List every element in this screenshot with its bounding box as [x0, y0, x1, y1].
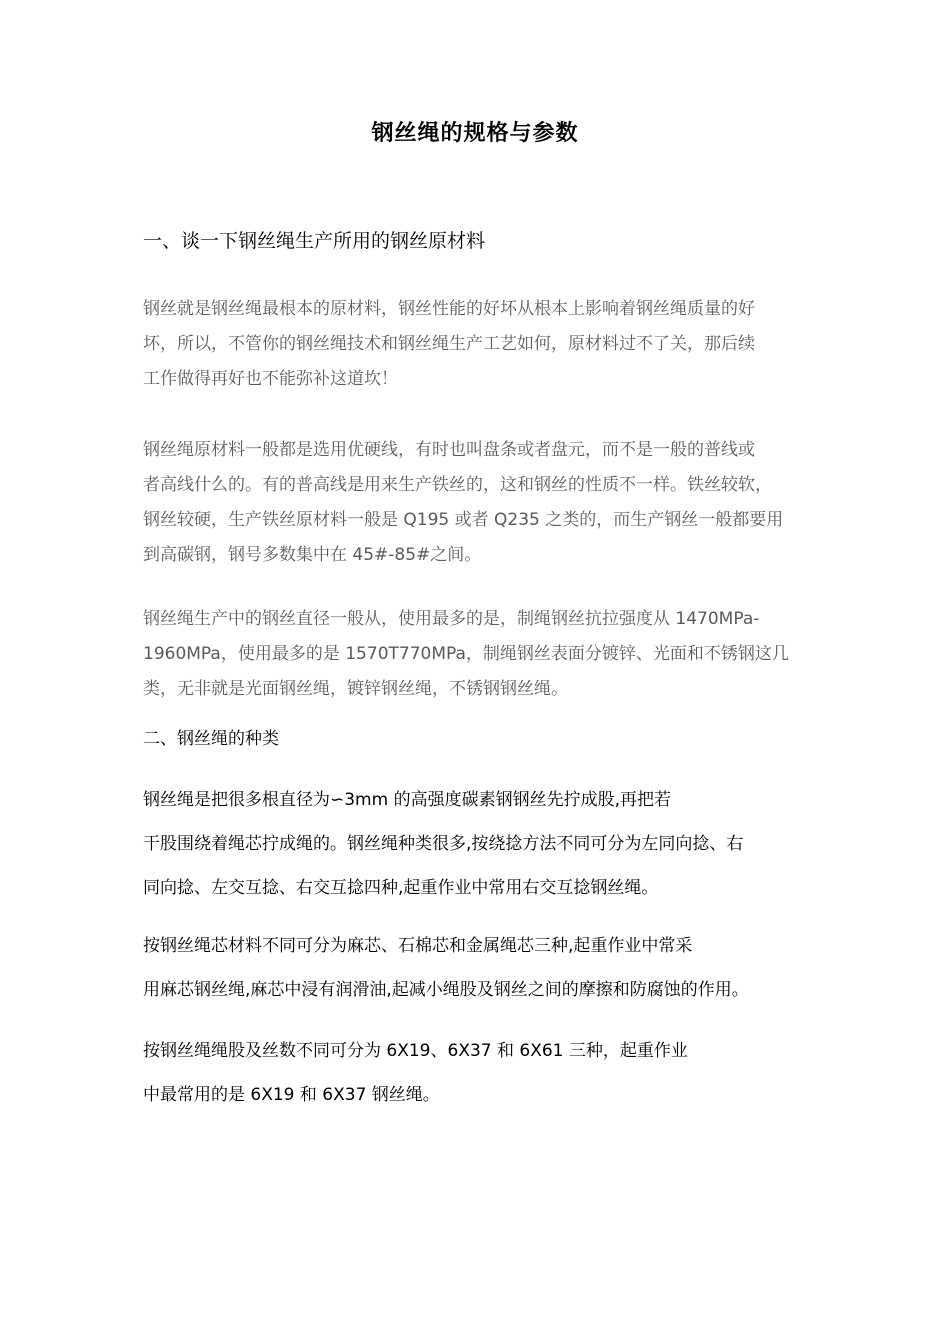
paragraph-rope-types: 钢丝绳是把很多根直径为∽3mm 的高强度碳素钢钢丝先拧成股,再把若 干股围绕着绳芯拧成绳的。钢丝绳种类很多,按绕捻方法不同可分为左同向捻、右 同向捻、左交互捻、右交互捻四种,起重作业中常用右交互捻钢丝绳。	[143, 790, 744, 898]
paragraph-strand-count: 按钢丝绳绳股及丝数不同可分为 6X19、6X37 和 6X61 三种，起重作业 中最常用的是 6X19 和 6X37 钢丝绳。	[143, 1041, 688, 1105]
section-heading-2: 二、钢丝绳的种类	[143, 729, 279, 749]
paragraph-wire-rod: 钢丝绳原材料一般都是选用优硬线，有时也叫盘条或者盘元，而不是一般的普线或 者高线什么的。有的普高线是用来生产铁丝的，这和钢丝的性质不一样。铁丝较软， 钢丝较硬，生产铁丝原材料一般是 Q195 或者 Q235 之类的，而生产钢丝一般都要用 到高碳钢，钢号多数集中在 45#-85#之间。	[143, 440, 784, 565]
page-title: 钢丝绳的规格与参数	[371, 121, 579, 146]
paragraph-raw-material: 钢丝就是钢丝绳最根本的原材料，钢丝性能的好坏从根本上影响着钢丝绳质量的好 坏，所以，不管你的钢丝绳技术和钢丝绳生产工艺如何，原材料过不了关，那后续 工作做得再好也不能弥补这道坎！	[143, 299, 755, 389]
paragraph-rope-core: 按钢丝绳芯材料不同可分为麻芯、石棉芯和金属绳芯三种,起重作业中常采 用麻芯钢丝绳,麻芯中浸有润滑油,起减小绳股及钢丝之间的摩擦和防腐蚀的作用。	[143, 936, 749, 1000]
section-heading-1: 一、谈一下钢丝绳生产所用的钢丝原材料	[143, 230, 486, 252]
paragraph-wire-diameter: 钢丝绳生产中的钢丝直径一般从，使用最多的是，制绳钢丝抗拉强度从 1470MPa- 1960MPa，使用最多的是 1570T770MPa，制绳钢丝表面分镀锌、光面和不锈钢这几 类，无非就是光面钢丝绳，镀锌钢丝绳，不锈钢钢丝绳。	[143, 609, 789, 699]
